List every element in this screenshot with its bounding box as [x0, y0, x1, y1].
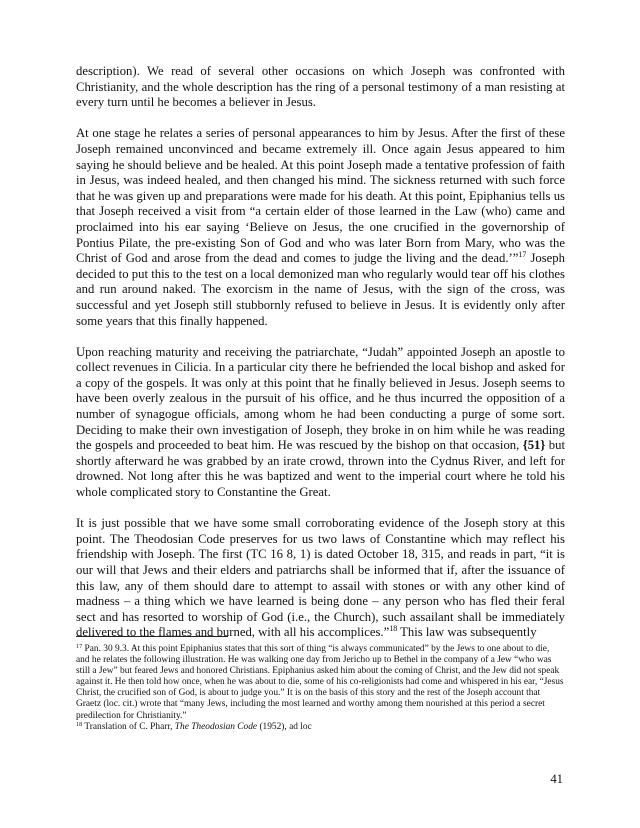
paragraph-4: It is just possible that we have some small corroborating evidence of the Joseph story at this point. The Theodosian Code preserves for us two laws of Constantine which may reflect his friendship with Joseph. The first (TC 16 8, 1) is dated October 18, 315, and reads in part, “it is our will that Jews and their elders and patriarchs shall be informed that if, after the issuance of this law, any of them should dare to attempt to assail with stones or with any other kind of madness – a thing which we have learned is being done – any person who has fled their feral sect and has resorted to worship of God (i.e., the Church), such assailant shall be immediately delivered to the flames and burned, with all his accomplices.”$^{18}$ This law was subsequently [76, 516, 565, 640]
footnote-divider [76, 636, 228, 637]
book-title: The Theodosian Code [174, 721, 258, 732]
paragraph-1: description). We read of several other occasions on which Joseph was confronted with Christianity, and the whole description has the ring of a personal testimony of a man resisting at every turn until he becomes a believer in Jesus. [76, 64, 565, 110]
paragraph-2: At one stage he relates a series of personal appearances to him by Jesus. After the first of these Joseph remained unconvinced and became extremely ill. Once again Jesus appeared to him saying he should believe and be healed. At this point Joseph made a tentative profession of faith in Jesus, was indeed healed, and then changed his mind. The sickness returned with such force that he was given up and preparations were made for his death. At this point, Epiphanius tells us that Joseph received a visit from “a certain elder of those learned in the Law (who) came and proclaimed into his ear saying ‘Believe on Jesus, the one crucified in the governorship of Pontius Pilate, the pre-existing Son of God and who was later Born from Mary, who was the Christ of God and arose from the dead and comes to judge the living and the dead.’”$^{17}$ Joseph decided to put this to the test on a local demonized man who regularly would tear off his clothes and run around naked. The exorcism in the name of Jesus, with the sign of the cross, was successful and yet Joseph still stubbornly refused to believe in Jesus. It is evidently only after some years that this finally happened. [76, 126, 565, 328]
footnote-17: $^{17}$ Pan. 30 9.3. At this point Epiphanius states that this sort of thing “is always communicated” by the Jews to one about to die, and he relates the following illustration. He was walking one day from Jericho up to Bethel in the company of a Jew “who was still a Jew” but feared Jews and honored Christians. Epiphanius asked him about the coming of Christ, and the Jew did not speak against it. He then told how once, when he was about to die, some of his co-religionists had come and whispered in his ear, “Jesus Christ, the crucified son of God, is about to judge you.” It is on the basis of this story and the rest of the Joseph account that Graetz (loc. cit.) wrote that “many Jews, including the most learned and worthy among them nourished at this period a secret predilection for Christianity.” [76, 643, 564, 721]
footnote-18: $^{18}$ Translation of C. Pharr, The Theodosian Code (1952), ad loc [76, 720, 312, 732]
footnote-ref-18: 18 [389, 624, 398, 634]
body-text [76, 64, 565, 641]
footnotes [76, 644, 565, 733]
paragraph-3: Upon reaching maturity and receiving the patriarchate, “Judah” appointed Joseph an apostle to collect revenues in Cilicia. In a particular city there he befriended the local bishop and asked for a copy of the gospels. It was only at this point that he finally believed in Jesus. Joseph seems to have been overly zealous in the pursuit of his office, and he thus incurred the opposition of a number of synagogue officials, among whom he had been conducting a purge of some sort. Deciding to make their own investigation of Joseph, they broke in on him while he was reading the gospels and proceeded to beat him. He was rescued by the bishop on that occasion, {51} but shortly afterward he was grabbed by an irate crowd, thrown into the Cydnus River, and left for drowned. Not long after this he was baptized and went to the imperial court where he told his whole complicated story to Constantine the Great. [76, 344, 565, 500]
page-number: 41 [550, 772, 563, 786]
page-marker: {51} [522, 438, 546, 453]
footnote-ref-17: 17 [518, 250, 527, 260]
